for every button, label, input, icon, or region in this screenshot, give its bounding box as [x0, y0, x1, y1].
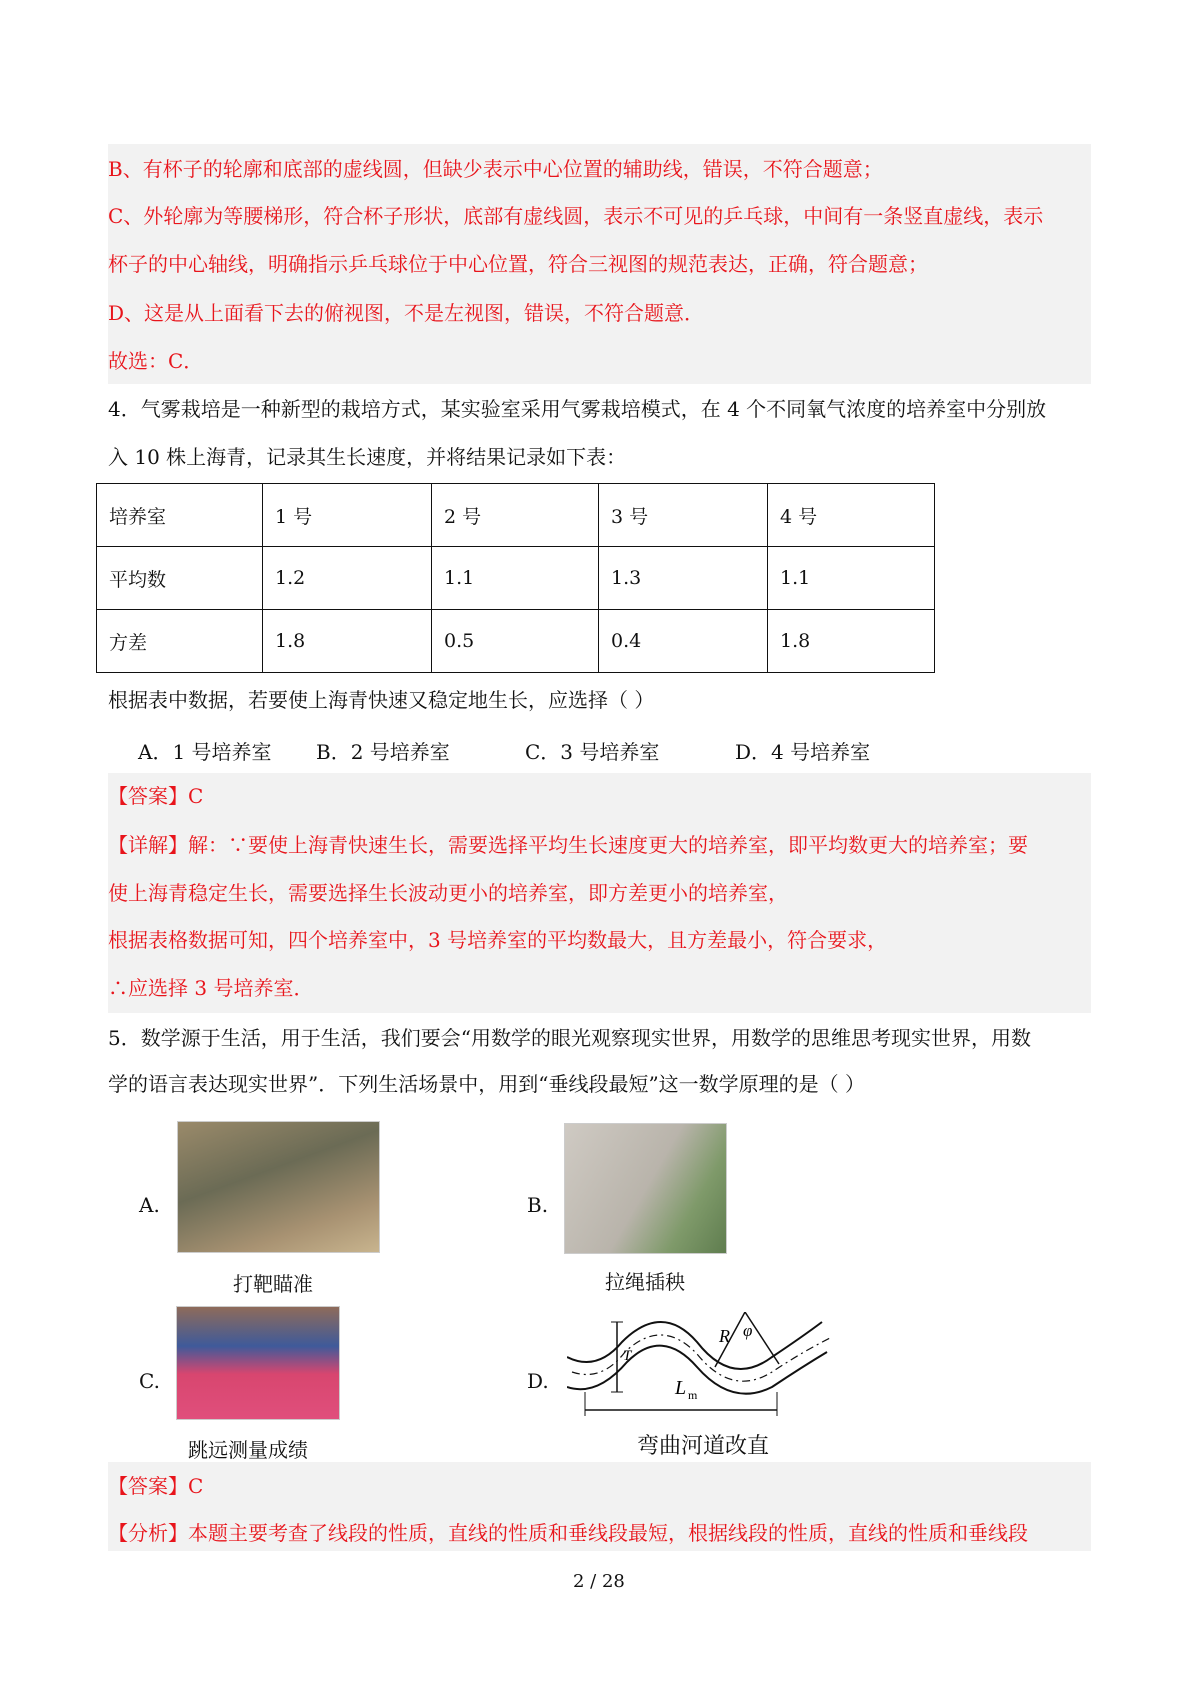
- table-cell: 1 号: [263, 484, 432, 547]
- detail-line: 使上海青稳定生长，需要选择生长波动更小的培养室，即方差更小的培养室，: [108, 881, 788, 905]
- table-row: [97, 610, 935, 673]
- option-d: D．4 号培养室: [735, 740, 871, 764]
- detail-line: 根据表格数据可知，四个培养室中，3 号培养室的平均数最大，且方差最小，符合要求，: [108, 928, 888, 952]
- river-diagram: [567, 1312, 847, 1417]
- option-c: C．3 号培养室: [525, 740, 660, 764]
- solution-line: C、外轮廓为等腰梯形，符合杯子形状，底部有虚线圆，表示不可见的乒乓球，中间有一条竖直虚线，表示: [108, 204, 1044, 228]
- shooting-photo: [177, 1121, 380, 1253]
- option-a-letter: A.: [139, 1193, 160, 1217]
- answer-value: C: [188, 1474, 204, 1498]
- length-subscript: m: [688, 1388, 698, 1402]
- option-b-letter: B.: [527, 1193, 549, 1217]
- detail-line: [108, 832, 1028, 858]
- table-cell: 平均数: [97, 547, 263, 610]
- answer-value: C: [188, 784, 204, 808]
- page-number: 2 / 28: [573, 1571, 625, 1592]
- detail-text: 解：∵要使上海青快速生长，需要选择平均生长速度更大的培养室，即平均数更大的培养室；要: [188, 833, 1028, 857]
- detail-line: ∴应选择 3 号培养室．: [108, 976, 314, 1000]
- table-cell: 1.1: [768, 547, 935, 610]
- option-c-letter: C.: [139, 1369, 160, 1393]
- rice-planting-photo: [564, 1123, 727, 1254]
- solution-line: 杯子的中心轴线，明确指示乒乓球位于中心位置，符合三视图的规范表达，正确，符合题意；: [108, 252, 928, 276]
- radius-label: R: [719, 1326, 730, 1346]
- table-row: [97, 547, 935, 610]
- table-cell: 0.4: [599, 610, 768, 673]
- table-cell: 2 号: [432, 484, 599, 547]
- question-5-text: 5．数学源于生活，用于生活，我们要会“用数学的眼光观察现实世界，用数学的思维思考现实世界，用数: [108, 1026, 1031, 1050]
- table-cell: 3 号: [599, 484, 768, 547]
- analysis-tag: 【分析】: [108, 1521, 188, 1545]
- option-d-letter: D.: [527, 1369, 549, 1393]
- option-b-caption: 拉绳插秧: [605, 1270, 685, 1294]
- solution-line: B、有杯子的轮廓和底部的虚线圆，但缺少表示中心位置的辅助线，错误，不符合题意；: [108, 157, 883, 181]
- answer-tag: 【答案】: [108, 784, 188, 808]
- option-d-caption: 弯曲河道改直: [637, 1434, 770, 1459]
- analysis-line: [108, 1520, 1028, 1546]
- table-cell: 1.3: [599, 547, 768, 610]
- table-cell: 1.2: [263, 547, 432, 610]
- table-cell: 方差: [97, 610, 263, 673]
- option-c-caption: 跳远测量成绩: [188, 1438, 308, 1462]
- answer-line: [108, 1473, 203, 1499]
- answer-line: [108, 783, 203, 809]
- long-jump-photo: [176, 1306, 340, 1420]
- detail-tag: 【详解】: [108, 833, 188, 857]
- table-cell: 0.5: [432, 610, 599, 673]
- question-5-text: 学的语言表达现实世界”．下列生活场景中，用到“垂线段最短”这一数学原理的是（ ）: [108, 1072, 866, 1096]
- table-cell: 4 号: [768, 484, 935, 547]
- analysis-text: 本题主要考查了线段的性质，直线的性质和垂线段最短，根据线段的性质，直线的性质和垂线段: [188, 1521, 1028, 1545]
- question-4-prompt: 根据表中数据，若要使上海青快速又稳定地生长，应选择（ ）: [108, 688, 655, 712]
- solution-line: D、这是从上面看下去的俯视图，不是左视图，错误，不符合题意．: [108, 301, 705, 325]
- angle-label: φ: [743, 1321, 753, 1340]
- amplitude-label: T: [623, 1348, 632, 1364]
- data-table: [96, 483, 935, 673]
- table-cell: 培养室: [97, 484, 263, 547]
- table-row: [97, 484, 935, 547]
- solution-line: 故选：C．: [108, 349, 204, 373]
- option-a: A．1 号培养室: [138, 740, 272, 764]
- question-4-text: 入 10 株上海青，记录其生长速度，并将结果记录如下表：: [108, 445, 627, 469]
- table-cell: 1.8: [263, 610, 432, 673]
- option-a-caption: 打靶瞄准: [233, 1272, 313, 1296]
- question-4-text: 4．气雾栽培是一种新型的栽培方式，某实验室采用气雾栽培模式，在 4 个不同氧气浓度的培养室中分别放: [108, 397, 1047, 421]
- table-cell: 1.1: [432, 547, 599, 610]
- length-label: L: [675, 1377, 687, 1399]
- option-b: B．2 号培养室: [316, 740, 450, 764]
- answer-tag: 【答案】: [108, 1474, 188, 1498]
- table-cell: 1.8: [768, 610, 935, 673]
